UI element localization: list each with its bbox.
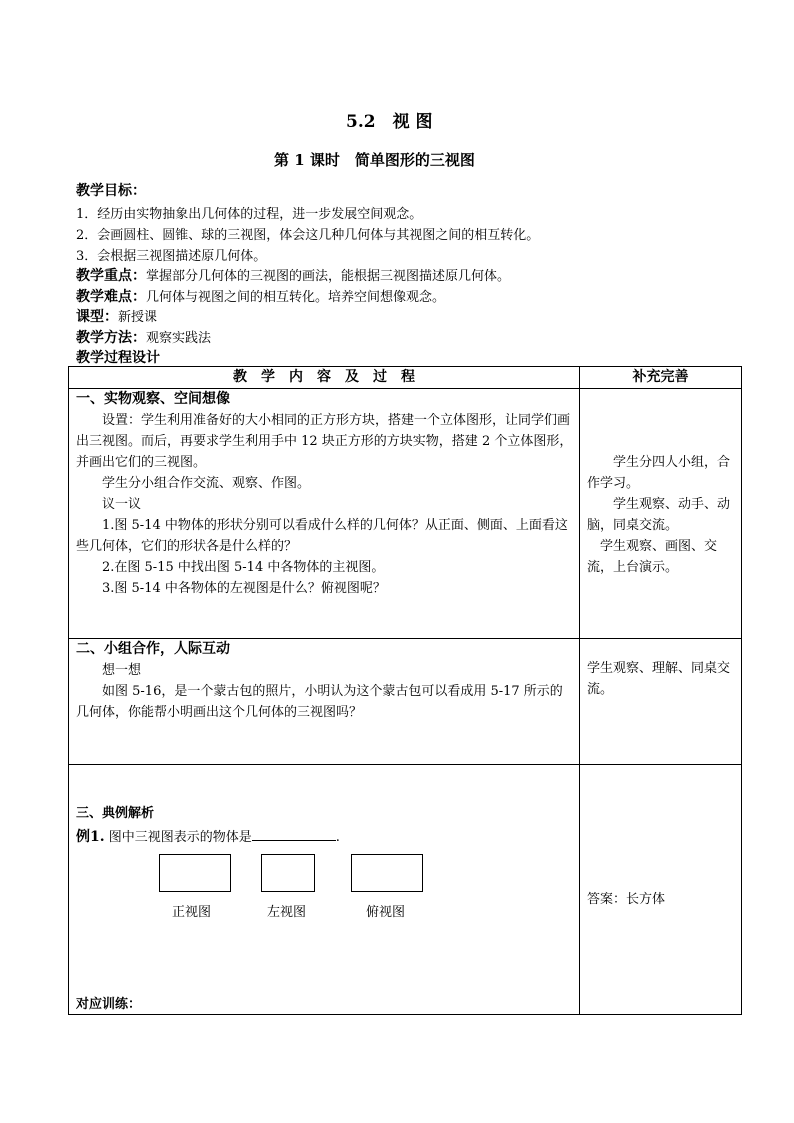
page-title: 5.2 视 图 [346, 112, 433, 132]
key-point [76, 265, 510, 285]
section2-para: 如图 5-16，是一个蒙古包的照片，小明认为这个蒙古包可以看成用 5-17 所示的几何体，你能帮小明画出这个几何体的三视图吗？ [76, 684, 563, 720]
method-label: 教学方法： [76, 330, 146, 346]
section2-para: 想一想 [102, 663, 142, 678]
col-header-supplement: 补充完善 [580, 367, 742, 389]
section1-para: 议一议 [102, 497, 142, 512]
objective-item: 1．经历由实物抽象出几何体的过程，进一步发展空间观念。 [76, 207, 423, 222]
example-text: 图中三视图表示的物体是 [108, 830, 252, 845]
difficulty [76, 286, 445, 306]
lesson-subtitle: 第 1 课时 简单图形的三视图 [274, 151, 475, 169]
front-view-label: 正视图 [172, 905, 212, 920]
section1-note-cell [580, 389, 742, 639]
lesson-type-text: 新授课 [118, 310, 158, 325]
example-line [76, 826, 574, 848]
answer-blank [252, 826, 336, 841]
example-label: 例1. [76, 829, 105, 845]
section3-heading: 三、典例解析 [76, 806, 155, 821]
section2-note-cell [580, 639, 742, 765]
answer-note: 答案：长方体 [587, 892, 666, 907]
section3-note-cell [580, 765, 742, 1015]
training-label: 对应训练： [76, 997, 142, 1012]
key-point-text: 掌握部分几何体的三视图的画法，能根据三视图描述原几何体。 [146, 269, 511, 284]
section1-para: 1.图 5-14 中物体的形状分别可以看成什么样的几何体？从正面、侧面、上面看这些几何体，它们的形状各是什么样的？ [76, 518, 568, 554]
section2-note: 学生观察、理解、同桌交流。 [587, 661, 731, 697]
lesson-type-label: 课型： [76, 309, 118, 325]
teaching-method [76, 327, 211, 347]
top-view-label: 俯视图 [366, 905, 406, 920]
section1-note: 学生分四人小组，合作学习。 [587, 455, 731, 491]
objective-item: 2．会画圆柱、圆锥、球的三视图，体会这几种几何体与其视图之间的相互转化。 [76, 228, 540, 243]
section1-heading: 一、实物观察、空间想像 [76, 391, 230, 407]
difficulty-label: 教学难点： [76, 289, 146, 305]
objective-item: 3．会根据三视图描述原几何体。 [76, 249, 267, 264]
left-view-rect [261, 854, 315, 892]
section1-para: 设置：学生利用准备好的大小相同的正方形方块，搭建一个立体图形，让同学们画出三视图。而后，再要求学生利用手中 12 块正方形的方块实物，搭建 2 个立体图形，并画出它们的三视图。 [76, 413, 573, 470]
difficulty-text: 几何体与视图之间的相互转化。培养空间想像观念。 [146, 290, 446, 305]
key-point-label: 教学重点： [76, 268, 146, 284]
front-view-rect [159, 854, 231, 892]
section1-para: 2.在图 5-15 中找出图 5-14 中各物体的主视图。 [102, 560, 385, 575]
objectives-heading: 教学目标： [76, 183, 146, 199]
section1-note: 学生观察、动手、动脑，同桌交流。 [587, 497, 731, 533]
process-heading: 教学过程设计 [76, 350, 160, 366]
section1-content-cell [69, 389, 580, 639]
section1-note: 学生观察、画图、交流，上台演示。 [587, 539, 718, 575]
section3-content-cell [69, 765, 580, 1015]
lesson-type [76, 306, 157, 326]
method-text: 观察实践法 [146, 331, 212, 346]
section1-para: 3.图 5-14 中各物体的左视图是什么？俯视图呢？ [102, 581, 386, 596]
section1-para: 学生分小组合作交流、观察、作图。 [102, 476, 311, 491]
lesson-process-table [68, 366, 742, 1015]
example-end: . [335, 830, 340, 845]
col-header-content: 教 学 内 容 及 过 程 [69, 367, 580, 389]
top-view-rect [351, 854, 423, 892]
left-view-label: 左视图 [267, 905, 307, 920]
section2-heading: 二、小组合作，人际互动 [76, 641, 230, 657]
section2-content-cell [69, 639, 580, 765]
